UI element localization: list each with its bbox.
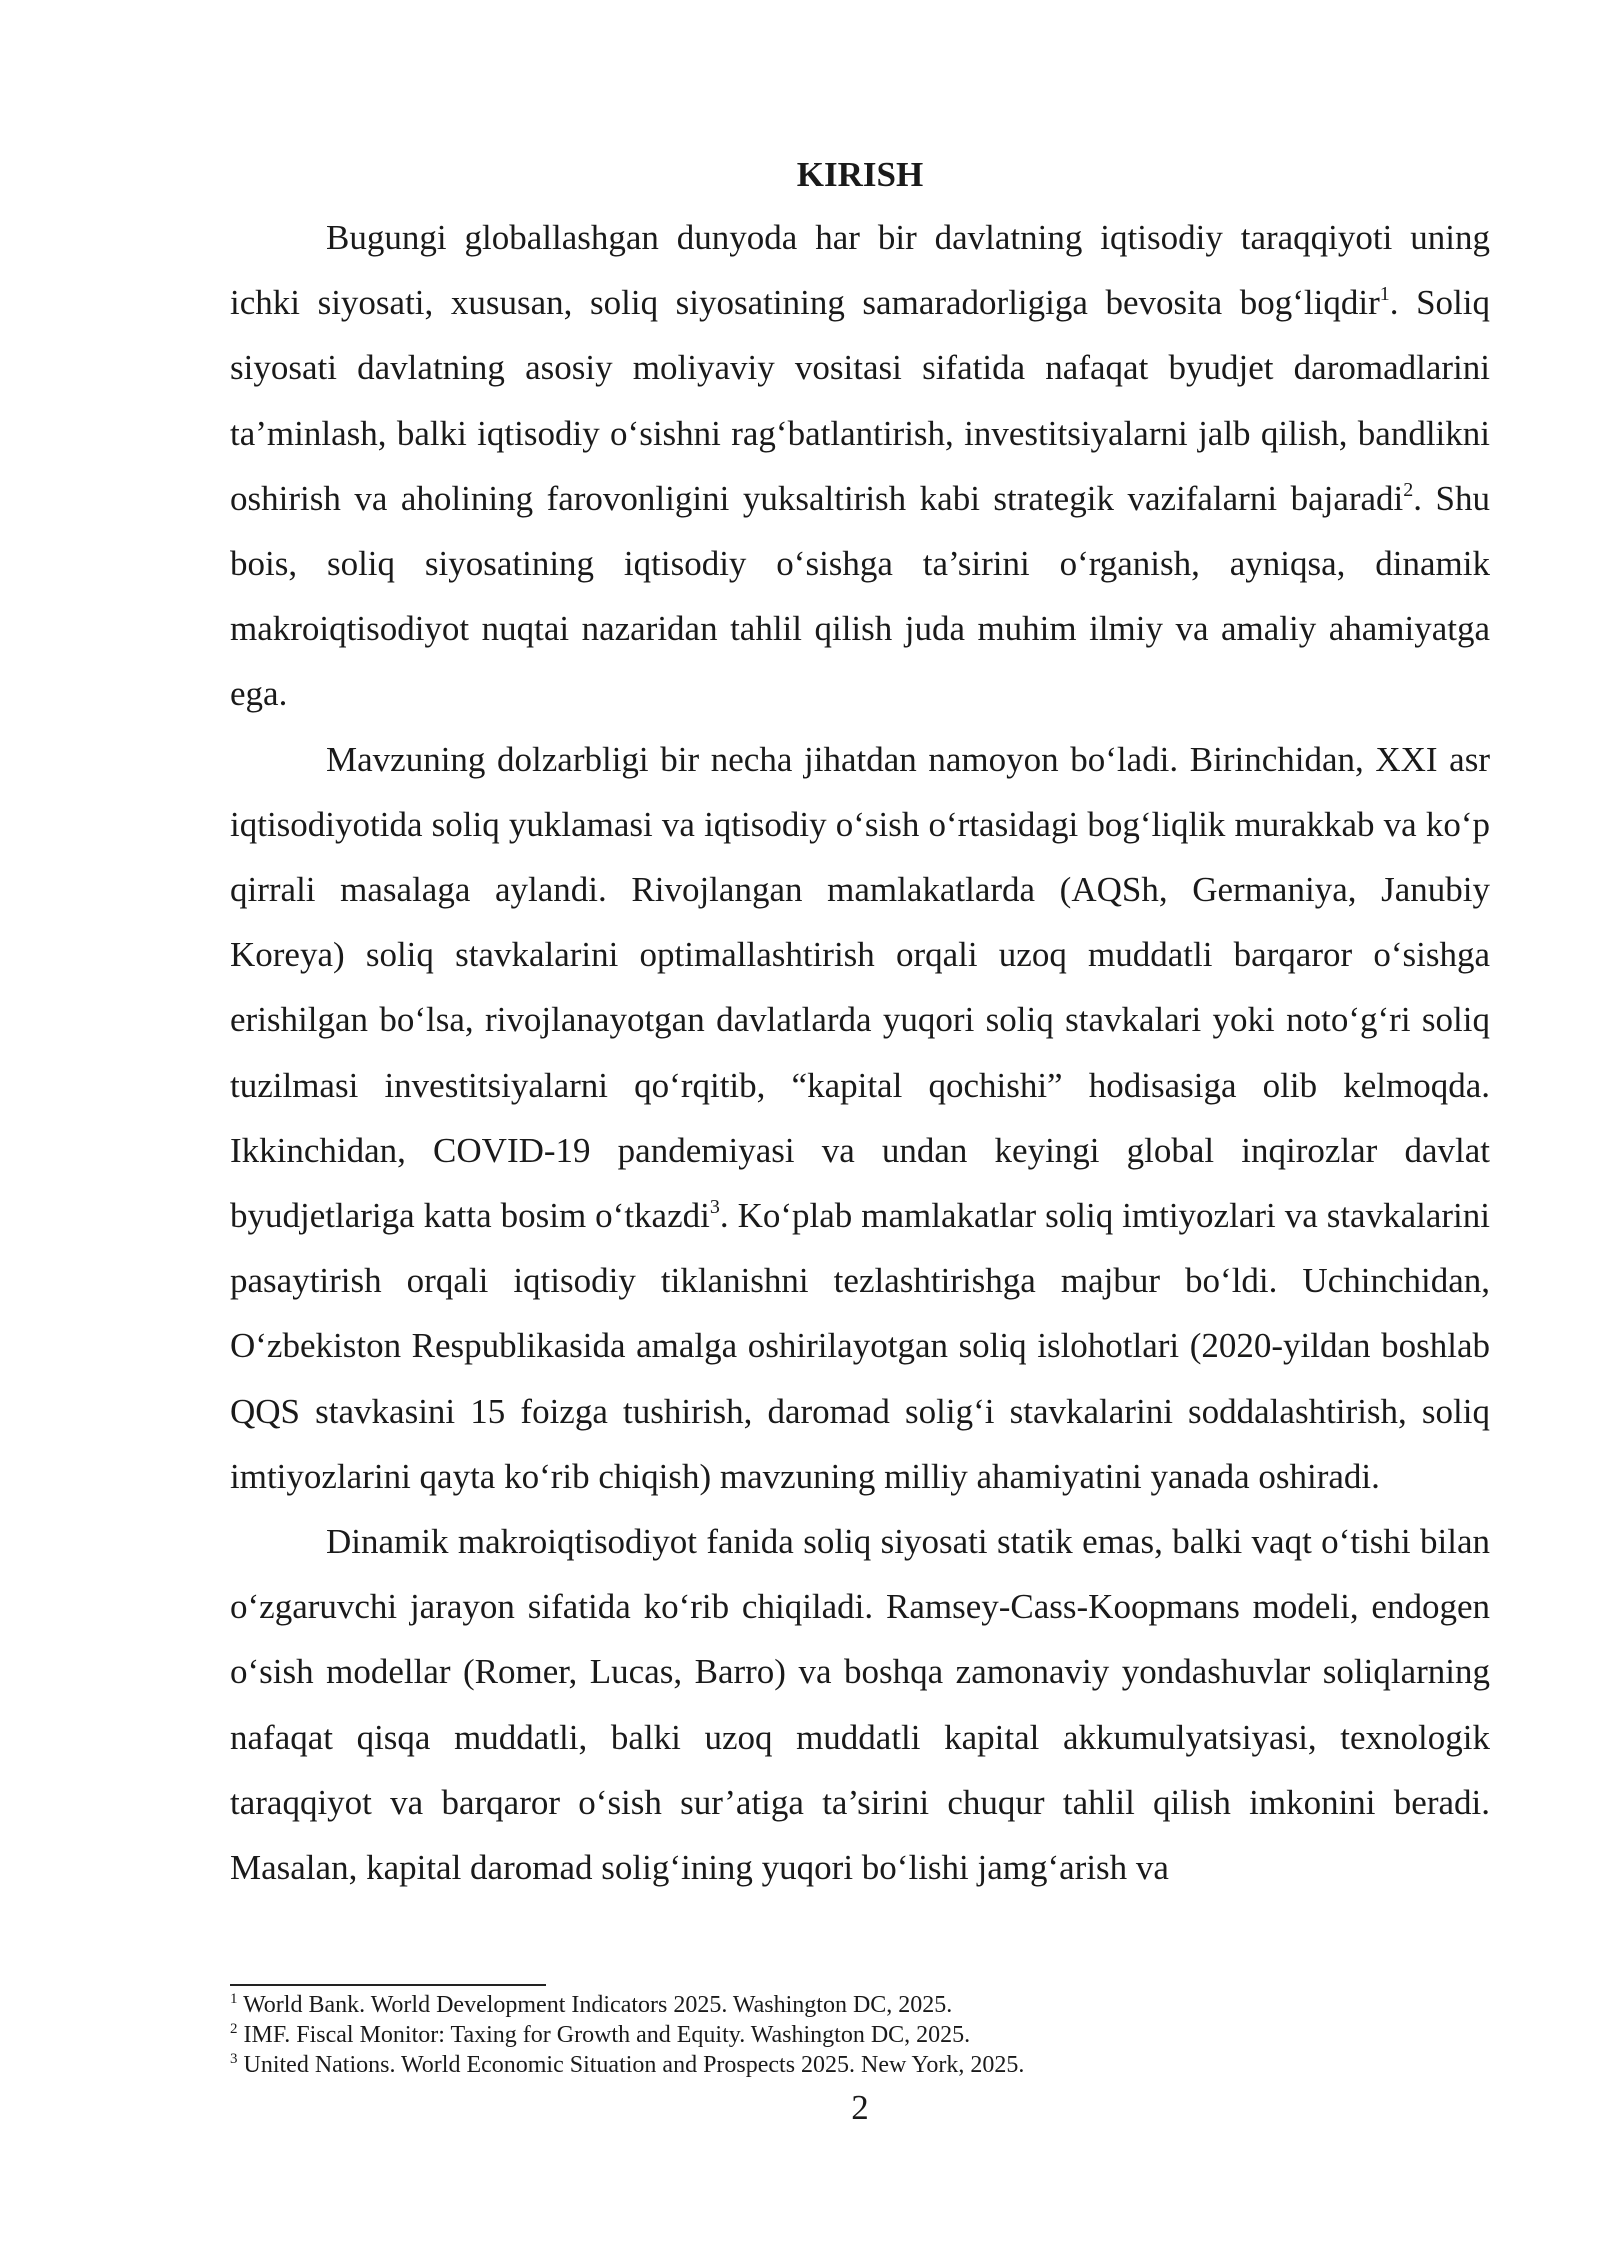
footnote-ref[interactable]: 2 xyxy=(1403,478,1414,501)
footnote-2 xyxy=(230,2020,1490,2050)
footnote-number: 3 xyxy=(230,2051,238,2067)
page-number: 2 xyxy=(851,2088,869,2127)
paragraph-text: Dinamik makroiqtisodiyot fanida soliq siyosati statik emas, balki vaqt o‘tishi bilan o‘zgaruvchi jarayon sifatida ko‘rib chiqiladi. Ramsey-Cass-Koopmans modeli, endogen o‘sish modellar (Romer, Lucas, Barro) va boshqa zamonaviy yondashuvlar soliqlarning nafaqat qisqa muddatli, balki uzoq muddatli kapital akkumulyatsiyasi, texnologik taraqqiyot va barqaror o‘sish sur’atiga ta’sirini chuqur tahlil qilish imkonini beradi. Masalan, kapital daromad solig‘ining yuqori bo‘lishi jamg‘arish va xyxy=(230,1522,1490,1888)
footnote-number: 2 xyxy=(230,2021,238,2037)
footnote-1 xyxy=(230,1990,1490,2020)
footnote-text: United Nations. World Economic Situation and Prospects 2025. New York, 2025. xyxy=(243,2052,1025,2078)
paragraph-1 xyxy=(230,205,1490,727)
paragraph-text: . Shu bois, soliq siyosatining iqtisodiy o‘sishga ta’sirini o‘rganish, ayniqsa, dinamik makroiqtisodiyot nuqtai nazaridan tahlil qilish juda muhim ilmiy va amaliy ahamiyatga ega. xyxy=(230,478,1490,714)
section-heading: KIRISH xyxy=(796,155,924,194)
paragraph-text: . Ko‘plab mamlakatlar soliq imtiyozlari va stavkalarini pasaytirish orqali iqtisodiy tiklanishni tezlashtirishga majbur bo‘ldi. Uchinchidan, O‘zbekiston Respublikasida amalga oshirilayotgan soliq islohotlari (2020-yildan boshlab QQS stavkasini 15 foizga tushirish, daromad solig‘i stavkalarini soddalashtirish, soliq imtiyozlarini qayta ko‘rib chiqish) mavzuning milliy ahamiyatini yanada oshiradi. xyxy=(230,1196,1490,1496)
body-text xyxy=(230,145,1490,1900)
footnote-number: 1 xyxy=(230,1991,238,2007)
paragraph-text: Mavzuning dolzarbligi bir necha jihatdan namoyon bo‘ladi. Birinchidan, XXI asr iqtisodiyotida soliq yuklamasi va iqtisodiy o‘sish o‘rtasidagi bog‘liqlik murakkab va ko‘p qirrali masalaga aylandi. Rivojlangan mamlakatlarda (AQSh, Germaniya, Janubiy Koreya) soliq stavkalarini optimallashtirish orqali uzoq muddatli barqaror o‘sishga erishilgan bo‘lsa, rivojlanayotgan davlatlarda yuqori soliq stavkalari yoki noto‘g‘ri soliq tuzilmasi investitsiyalarni qo‘rqitib, “kapital qochishi” hodisasiga olib kelmoqda. Ikkinchidan, COVID-19 pandemiyasi va undan keyingi global inqirozlar davlat byudjetlariga katta bosim o‘tkazdi xyxy=(230,739,1490,1236)
paragraph-text: Bugungi globallashgan dunyoda har bir davlatning iqtisodiy taraqqiyoti uning ichki siyosati, xususan, soliq siyosatining samaradorligiga bevosita bog‘liqdir xyxy=(230,218,1490,323)
footnote-separator xyxy=(230,1984,546,1986)
paragraph-2 xyxy=(230,727,1490,1509)
footnote-text: IMF. Fiscal Monitor: Taxing for Growth and Equity. Washington DC, 2025. xyxy=(243,2022,971,2048)
footnote-text: World Bank. World Development Indicators 2025. Washington DC, 2025. xyxy=(243,1992,953,2018)
footnote-ref[interactable]: 3 xyxy=(709,1196,720,1219)
footnotes xyxy=(230,1990,1490,2080)
footnote-ref[interactable]: 1 xyxy=(1379,283,1390,306)
paragraph-3 xyxy=(230,1509,1490,1900)
paragraph-text: . Soliq siyosati davlatning asosiy moliyaviy vositasi sifatida nafaqat byudjet daromadlarini ta’minlash, balki iqtisodiy o‘sishni rag‘batlantirish, investitsiyalarni jalb qilish, bandlikni oshirish va aholining farovonligini yuksaltirish kabi strategik vazifalarni bajaradi xyxy=(230,283,1490,518)
footnote-3 xyxy=(230,2050,1490,2080)
